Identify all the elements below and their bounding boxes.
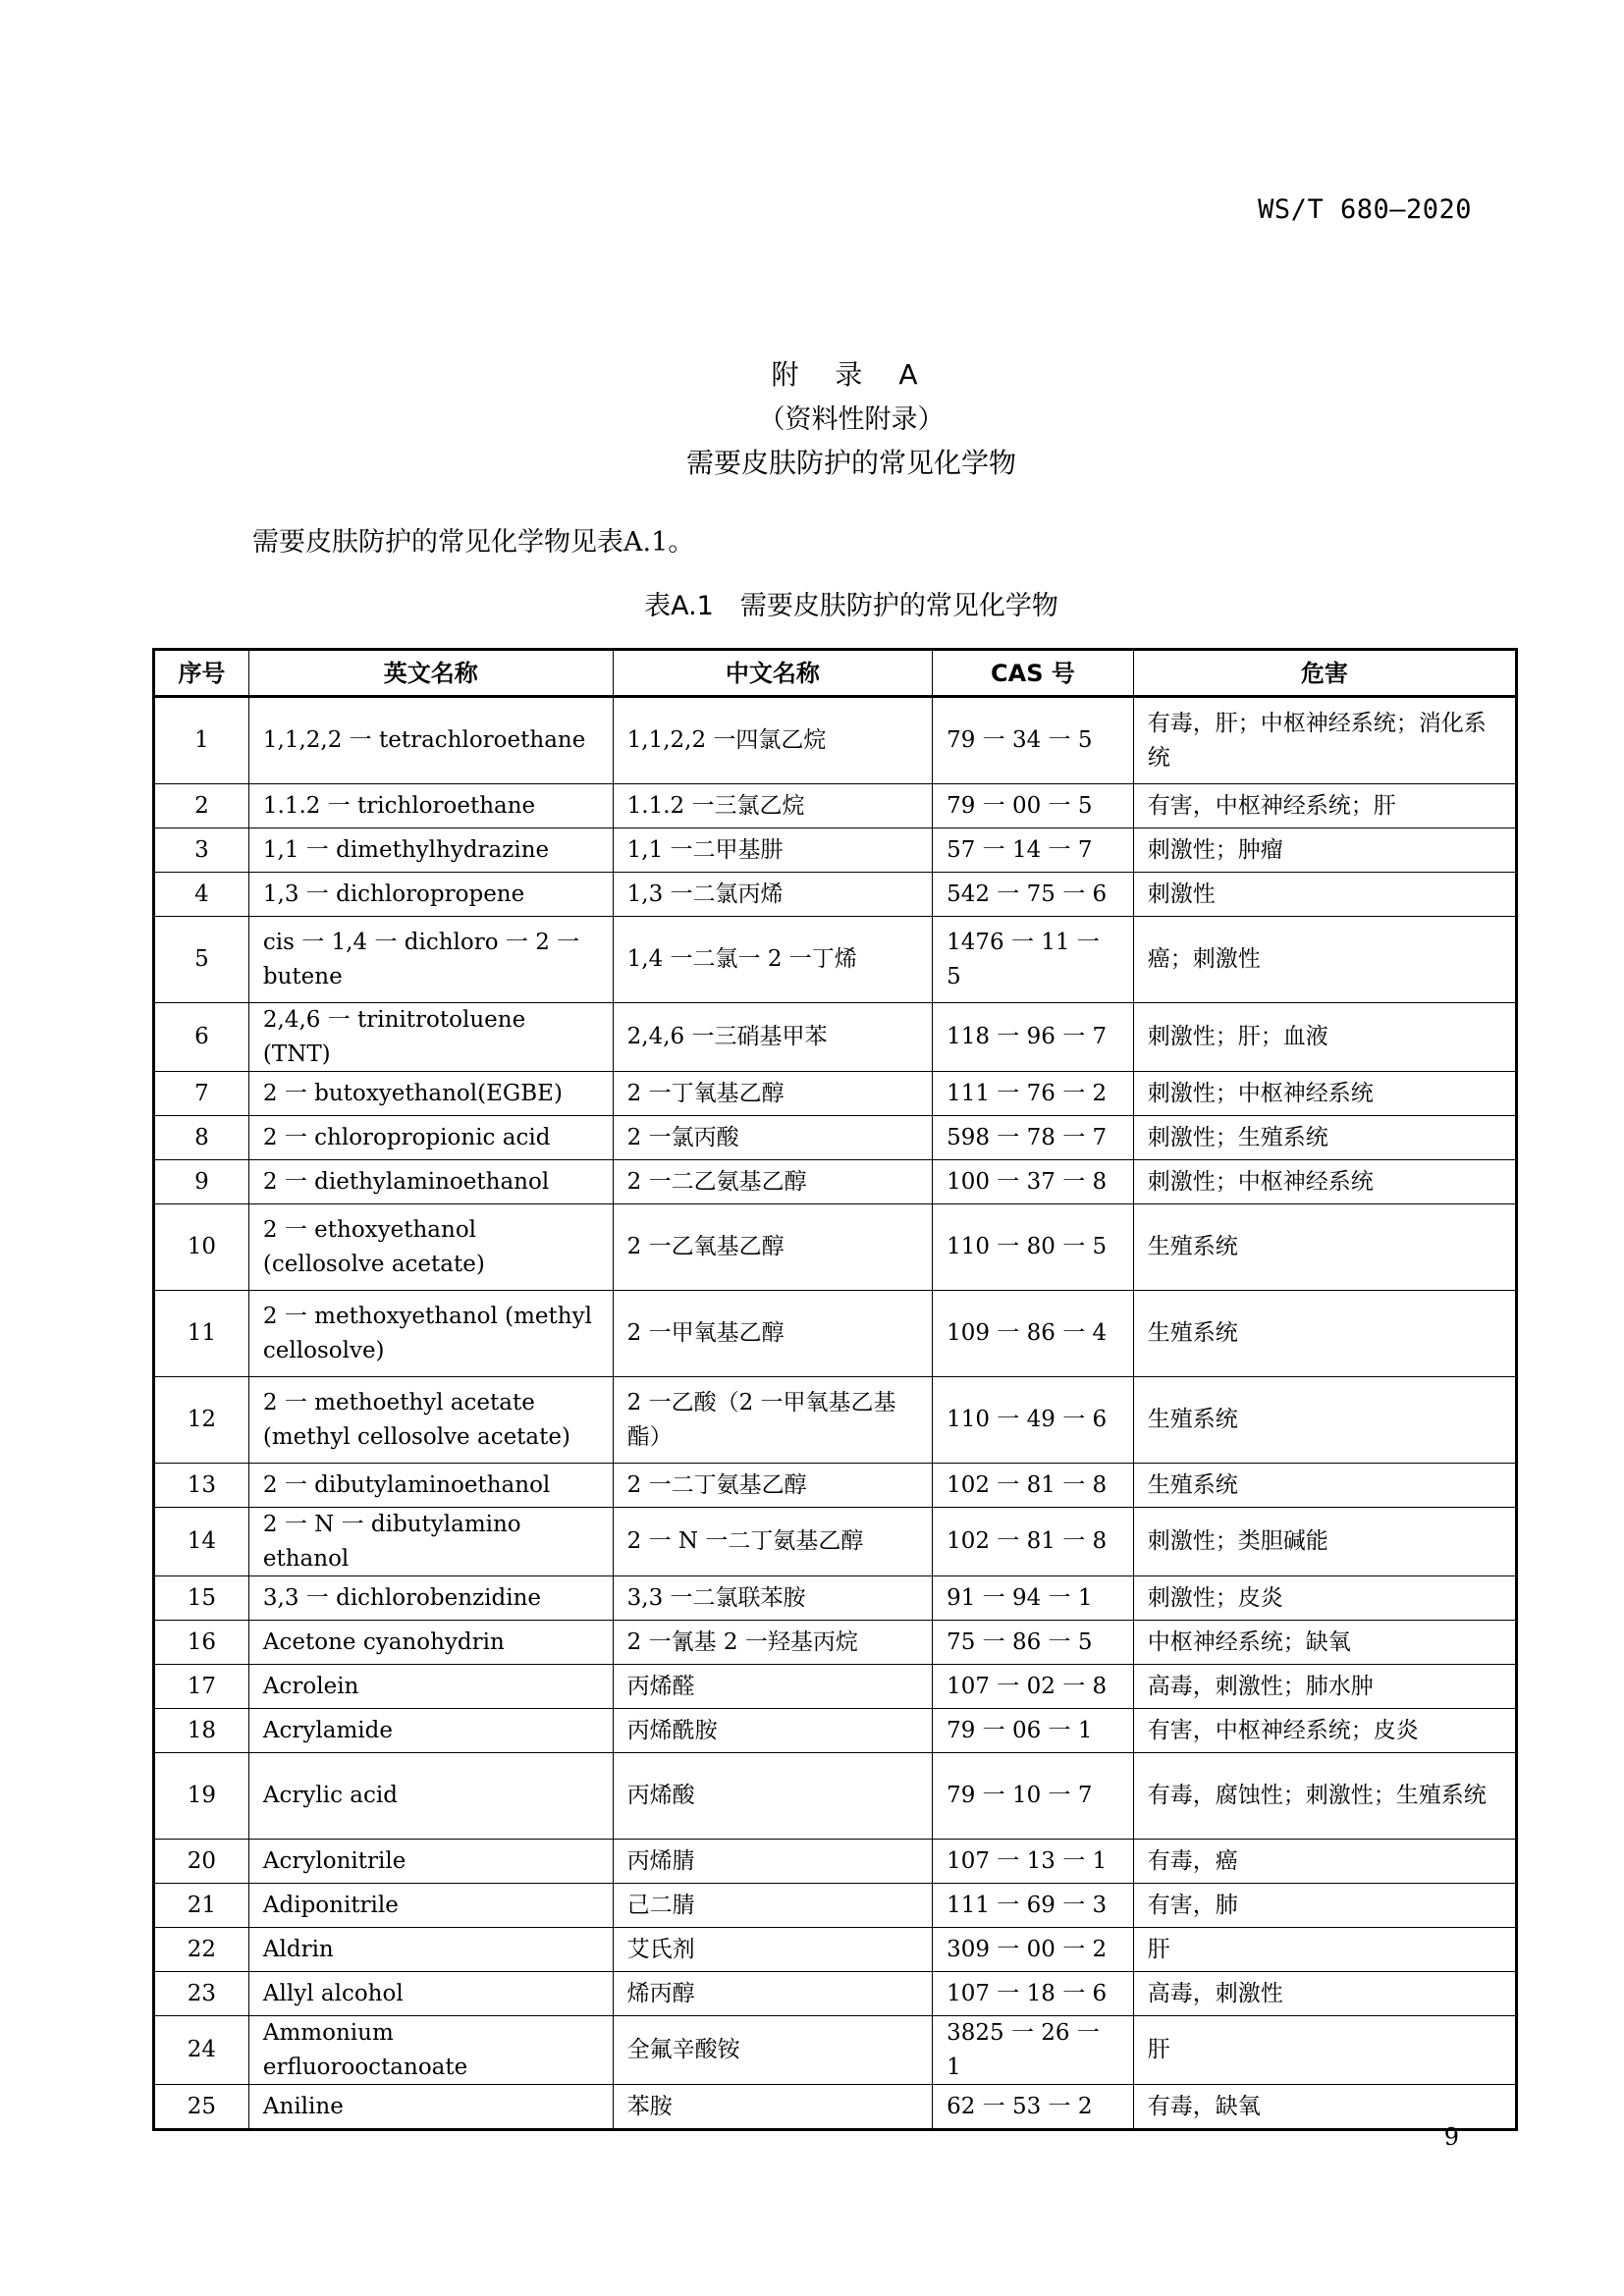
column-header-cas: CAS 号 xyxy=(933,650,1134,697)
cell-hazard: 有毒，肝；中枢神经系统；消化系统 xyxy=(1133,697,1516,784)
chemicals-table xyxy=(152,648,1518,2131)
table-row xyxy=(154,1377,1517,1464)
cell-hazard: 高毒，刺激性；肺水肿 xyxy=(1133,1665,1516,1709)
cell-english-name: Acrylonitrile xyxy=(248,1840,613,1884)
cell-chinese-name: 1,4 一二氯一 2 一丁烯 xyxy=(613,917,932,1003)
cell-chinese-name: 2 一丁氧基乙醇 xyxy=(613,1072,932,1116)
cell-number: 18 xyxy=(154,1709,249,1753)
cell-chinese-name: 丙烯酸 xyxy=(613,1753,932,1840)
cell-hazard: 刺激性；类胆碱能 xyxy=(1133,1508,1516,1576)
cell-chinese-name: 1,3 一二氯丙烯 xyxy=(613,873,932,917)
table-row xyxy=(154,1464,1517,1508)
cell-english-name: 1.1.2 一 trichloroethane xyxy=(248,784,613,828)
cell-english-name: 1,1 一 dimethylhydrazine xyxy=(248,828,613,873)
table-title: 表A.1 需要皮肤防护的常见化学物 xyxy=(644,591,1058,621)
cell-number: 4 xyxy=(154,873,249,917)
cell-hazard: 刺激性；肝；血液 xyxy=(1133,1003,1516,1072)
table-row xyxy=(154,828,1517,873)
appendix-name: 需要皮肤防护的常见化学物 xyxy=(685,447,1016,479)
cell-cas-number: 79 一 00 一 5 xyxy=(933,784,1134,828)
cell-cas-number: 118 一 96 一 7 xyxy=(933,1003,1134,1072)
cell-number: 20 xyxy=(154,1840,249,1884)
cell-chinese-name: 2 一二乙氨基乙醇 xyxy=(613,1160,932,1204)
cell-hazard: 刺激性；中枢神经系统 xyxy=(1133,1072,1516,1116)
cell-chinese-name: 2 一乙氧基乙醇 xyxy=(613,1204,932,1291)
column-header-english-name: 英文名称 xyxy=(248,650,613,697)
cell-cas-number: 110 一 80 一 5 xyxy=(933,1204,1134,1291)
cell-english-name: 2 一 ethoxyethanol (cellosolve acetate) xyxy=(248,1204,613,1291)
cell-hazard: 癌；刺激性 xyxy=(1133,917,1516,1003)
cell-hazard: 有毒，腐蚀性；刺激性；生殖系统 xyxy=(1133,1753,1516,1840)
cell-chinese-name: 艾氏剂 xyxy=(613,1928,932,1972)
intro-paragraph: 需要皮肤防护的常见化学物见表A.1。 xyxy=(252,527,695,558)
cell-cas-number: 109 一 86 一 4 xyxy=(933,1291,1134,1377)
cell-hazard: 生殖系统 xyxy=(1133,1377,1516,1464)
cell-english-name: 2 一 diethylaminoethanol xyxy=(248,1160,613,1204)
cell-chinese-name: 2 一甲氧基乙醇 xyxy=(613,1291,932,1377)
cell-cas-number: 309 一 00 一 2 xyxy=(933,1928,1134,1972)
table-row xyxy=(154,1291,1517,1377)
table-row xyxy=(154,1972,1517,2016)
cell-english-name: 2,4,6 一 trinitrotoluene (TNT) xyxy=(248,1003,613,1072)
cell-chinese-name: 2 一 N 一二丁氨基乙醇 xyxy=(613,1508,932,1576)
cell-number: 5 xyxy=(154,917,249,1003)
table-row xyxy=(154,873,1517,917)
cell-hazard: 肝 xyxy=(1133,1928,1516,1972)
table-header-row xyxy=(154,650,1517,697)
cell-cas-number: 542 一 75 一 6 xyxy=(933,873,1134,917)
cell-english-name: 2 一 dibutylaminoethanol xyxy=(248,1464,613,1508)
cell-cas-number: 79 一 10 一 7 xyxy=(933,1753,1134,1840)
page-number: 9 xyxy=(1443,2123,1459,2151)
table-row xyxy=(154,1160,1517,1204)
cell-chinese-name: 1.1.2 一三氯乙烷 xyxy=(613,784,932,828)
cell-hazard: 有害，中枢神经系统；皮炎 xyxy=(1133,1709,1516,1753)
cell-hazard: 中枢神经系统；缺氧 xyxy=(1133,1621,1516,1665)
appendix-subtitle: （资料性附录） xyxy=(758,404,945,435)
cell-cas-number: 102 一 81 一 8 xyxy=(933,1508,1134,1576)
cell-cas-number: 57 一 14 一 7 xyxy=(933,828,1134,873)
table-row xyxy=(154,1204,1517,1291)
cell-cas-number: 100 一 37 一 8 xyxy=(933,1160,1134,1204)
cell-hazard: 刺激性；生殖系统 xyxy=(1133,1116,1516,1160)
cell-number: 3 xyxy=(154,828,249,873)
cell-hazard: 有毒，癌 xyxy=(1133,1840,1516,1884)
table-row xyxy=(154,1116,1517,1160)
cell-english-name: 2 一 N 一 dibutylamino ethanol xyxy=(248,1508,613,1576)
cell-cas-number: 102 一 81 一 8 xyxy=(933,1464,1134,1508)
cell-cas-number: 79 一 34 一 5 xyxy=(933,697,1134,784)
table-row xyxy=(154,1753,1517,1840)
cell-cas-number: 107 一 02 一 8 xyxy=(933,1665,1134,1709)
cell-number: 17 xyxy=(154,1665,249,1709)
table-row xyxy=(154,1709,1517,1753)
table-row xyxy=(154,1665,1517,1709)
cell-number: 19 xyxy=(154,1753,249,1840)
cell-hazard: 肝 xyxy=(1133,2016,1516,2085)
cell-hazard: 刺激性；皮炎 xyxy=(1133,1576,1516,1621)
table-row xyxy=(154,1003,1517,1072)
cell-hazard: 有毒，缺氧 xyxy=(1133,2085,1516,2130)
cell-english-name: Aniline xyxy=(248,2085,613,2130)
cell-english-name: Adiponitrile xyxy=(248,1884,613,1928)
cell-english-name: 3,3 一 dichlorobenzidine xyxy=(248,1576,613,1621)
cell-number: 2 xyxy=(154,784,249,828)
cell-number: 11 xyxy=(154,1291,249,1377)
cell-chinese-name: 丙烯酰胺 xyxy=(613,1709,932,1753)
cell-hazard: 刺激性 xyxy=(1133,873,1516,917)
cell-hazard: 生殖系统 xyxy=(1133,1291,1516,1377)
cell-chinese-name: 2 一氰基 2 一羟基丙烷 xyxy=(613,1621,932,1665)
cell-english-name: Allyl alcohol xyxy=(248,1972,613,2016)
cell-chinese-name: 3,3 一二氯联苯胺 xyxy=(613,1576,932,1621)
cell-number: 10 xyxy=(154,1204,249,1291)
table-row xyxy=(154,2085,1517,2130)
cell-chinese-name: 苯胺 xyxy=(613,2085,932,2130)
cell-chinese-name: 全氟辛酸铵 xyxy=(613,2016,932,2085)
cell-chinese-name: 丙烯醛 xyxy=(613,1665,932,1709)
cell-english-name: Aldrin xyxy=(248,1928,613,1972)
table-row xyxy=(154,917,1517,1003)
cell-hazard: 刺激性；中枢神经系统 xyxy=(1133,1160,1516,1204)
cell-cas-number: 110 一 49 一 6 xyxy=(933,1377,1134,1464)
cell-hazard: 刺激性；肿瘤 xyxy=(1133,828,1516,873)
table-row xyxy=(154,1840,1517,1884)
cell-english-name: Acetone cyanohydrin xyxy=(248,1621,613,1665)
cell-english-name: 2 一 chloropropionic acid xyxy=(248,1116,613,1160)
cell-chinese-name: 己二腈 xyxy=(613,1884,932,1928)
cell-cas-number: 91 一 94 一 1 xyxy=(933,1576,1134,1621)
cell-chinese-name: 1,1 一二甲基肼 xyxy=(613,828,932,873)
cell-cas-number: 62 一 53 一 2 xyxy=(933,2085,1134,2130)
cell-english-name: cis 一 1,4 一 dichloro 一 2 一 butene xyxy=(248,917,613,1003)
table-row xyxy=(154,1072,1517,1116)
cell-number: 25 xyxy=(154,2085,249,2130)
cell-number: 1 xyxy=(154,697,249,784)
cell-english-name: 2 一 methoethyl acetate (methyl cellosolve acetate) xyxy=(248,1377,613,1464)
cell-chinese-name: 1,1,2,2 一四氯乙烷 xyxy=(613,697,932,784)
cell-english-name: 1,3 一 dichloropropene xyxy=(248,873,613,917)
cell-number: 23 xyxy=(154,1972,249,2016)
cell-number: 16 xyxy=(154,1621,249,1665)
table-row xyxy=(154,1928,1517,1972)
cell-hazard: 高毒，刺激性 xyxy=(1133,1972,1516,2016)
cell-cas-number: 598 一 78 一 7 xyxy=(933,1116,1134,1160)
cell-english-name: Ammonium erfluorooctanoate xyxy=(248,2016,613,2085)
cell-english-name: Acrylic acid xyxy=(248,1753,613,1840)
cell-hazard: 生殖系统 xyxy=(1133,1204,1516,1291)
cell-chinese-name: 2 一乙酸（2 一甲氧基乙基酯） xyxy=(613,1377,932,1464)
cell-english-name: 2 一 methoxyethanol (methyl cellosolve) xyxy=(248,1291,613,1377)
table-row xyxy=(154,784,1517,828)
cell-number: 15 xyxy=(154,1576,249,1621)
cell-cas-number: 3825 一 26 一 1 xyxy=(933,2016,1134,2085)
cell-cas-number: 107 一 13 一 1 xyxy=(933,1840,1134,1884)
cell-english-name: Acrolein xyxy=(248,1665,613,1709)
table-row xyxy=(154,697,1517,784)
cell-cas-number: 111 一 69 一 3 xyxy=(933,1884,1134,1928)
cell-chinese-name: 2,4,6 一三硝基甲苯 xyxy=(613,1003,932,1072)
cell-number: 21 xyxy=(154,1884,249,1928)
cell-hazard: 有害，肺 xyxy=(1133,1884,1516,1928)
table-row xyxy=(154,1508,1517,1576)
cell-cas-number: 1476 一 11 一 5 xyxy=(933,917,1134,1003)
cell-cas-number: 107 一 18 一 6 xyxy=(933,1972,1134,2016)
cell-cas-number: 111 一 76 一 2 xyxy=(933,1072,1134,1116)
cell-hazard: 生殖系统 xyxy=(1133,1464,1516,1508)
cell-english-name: Acrylamide xyxy=(248,1709,613,1753)
cell-cas-number: 75 一 86 一 5 xyxy=(933,1621,1134,1665)
table-body xyxy=(154,697,1517,2130)
table-row xyxy=(154,1576,1517,1621)
table-row xyxy=(154,2016,1517,2085)
cell-number: 14 xyxy=(154,1508,249,1576)
cell-number: 12 xyxy=(154,1377,249,1464)
cell-chinese-name: 烯丙醇 xyxy=(613,1972,932,2016)
cell-number: 7 xyxy=(154,1072,249,1116)
cell-hazard: 有害，中枢神经系统；肝 xyxy=(1133,784,1516,828)
table-row xyxy=(154,1621,1517,1665)
cell-number: 9 xyxy=(154,1160,249,1204)
column-header-number: 序号 xyxy=(154,650,249,697)
appendix-title: 附 录 A xyxy=(771,358,932,391)
cell-number: 22 xyxy=(154,1928,249,1972)
column-header-hazard: 危害 xyxy=(1133,650,1516,697)
cell-english-name: 2 一 butoxyethanol(EGBE) xyxy=(248,1072,613,1116)
column-header-chinese-name: 中文名称 xyxy=(613,650,932,697)
cell-number: 24 xyxy=(154,2016,249,2085)
cell-number: 6 xyxy=(154,1003,249,1072)
cell-chinese-name: 丙烯腈 xyxy=(613,1840,932,1884)
cell-chinese-name: 2 一二丁氨基乙醇 xyxy=(613,1464,932,1508)
cell-cas-number: 79 一 06 一 1 xyxy=(933,1709,1134,1753)
standard-code: WS/T 680—2020 xyxy=(1258,194,1472,225)
cell-number: 13 xyxy=(154,1464,249,1508)
cell-english-name: 1,1,2,2 一 tetrachloroethane xyxy=(248,697,613,784)
table-row xyxy=(154,1884,1517,1928)
cell-chinese-name: 2 一氯丙酸 xyxy=(613,1116,932,1160)
cell-number: 8 xyxy=(154,1116,249,1160)
